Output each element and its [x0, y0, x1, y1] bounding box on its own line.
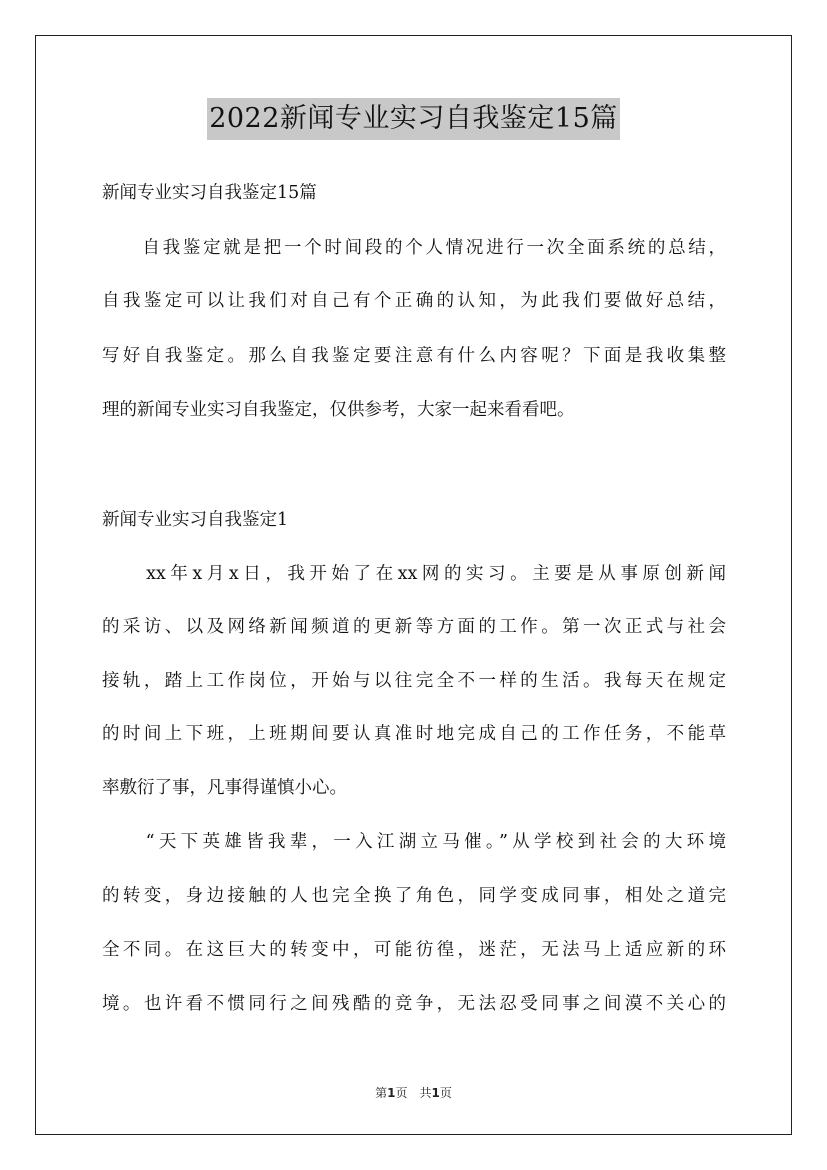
intro-line-3: 写好自我鉴定。那么自我鉴定要注意有什么内容呢？下面是我收集整 [102, 346, 726, 366]
page-prefix: 第 [375, 1086, 388, 1100]
title-container [0, 98, 827, 140]
document-subtitle: 新闻专业实习自我鉴定15篇 [102, 183, 317, 203]
paragraph2-line-3: 全不同。在这巨大的转变中，可能彷徨，迷茫，无法马上适应新的环 [102, 940, 726, 960]
intro-line-2: 自我鉴定可以让我们对自己有个正确的认知，为此我们要做好总结， [102, 291, 726, 311]
paragraph2-line-1: “天下英雄皆我辈，一入江湖立马催。”从学校到社会的大环境 [102, 832, 726, 852]
intro-line-1: 自我鉴定就是把一个时间段的个人情况进行一次全面系统的总结， [102, 238, 726, 258]
paragraph2-line-4: 境。也许看不惯同行之间残酷的竞争，无法忍受同事之间漠不关心的 [102, 994, 726, 1014]
paragraph1-line-2: 的采访、以及网络新闻频道的更新等方面的工作。第一次正式与社会 [102, 617, 726, 637]
paragraph1-line-3: 接轨，踏上工作岗位，开始与以往完全不一样的生活。我每天在规定 [102, 671, 726, 691]
paragraph2-line-2: 的转变，身边接触的人也完全换了角色，同学变成同事，相处之道完 [102, 886, 726, 906]
document-title: 2022新闻专业实习自我鉴定15篇 [207, 98, 620, 140]
paragraph1-line-1: xx年x月x日，我开始了在xx网的实习。主要是从事原创新闻 [102, 564, 726, 584]
paragraph1-line-5: 率敷衍了事，凡事得谨慎小心。 [102, 778, 347, 798]
page-footer [0, 1084, 827, 1101]
paragraph1-line-4: 的时间上下班，上班期间要认真准时地完成自己的工作任务，不能草 [102, 724, 726, 744]
page-total-number: 1 [431, 1086, 440, 1100]
section-heading: 新闻专业实习自我鉴定1 [102, 510, 289, 530]
intro-line-4: 理的新闻专业实习自我鉴定，仅供参考，大家一起来看看吧。 [102, 400, 575, 420]
page-current-number: 1 [387, 1086, 396, 1100]
page-mid: 页 共 [395, 1086, 432, 1100]
page-suffix: 页 [439, 1086, 452, 1100]
